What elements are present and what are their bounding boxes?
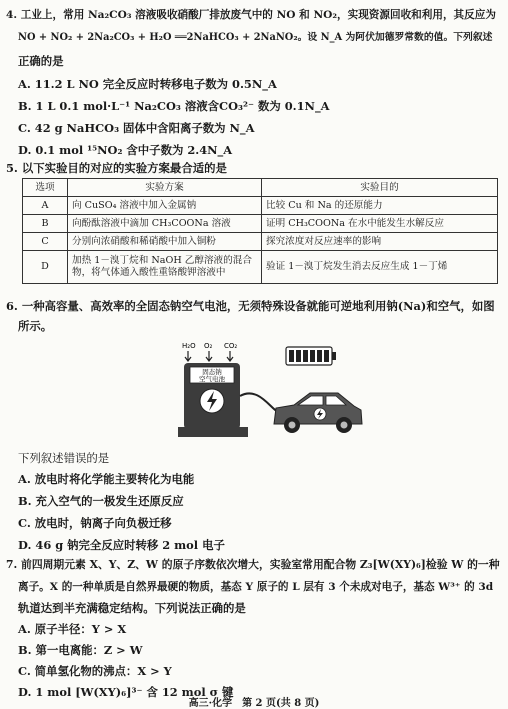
row-plan (68, 251, 262, 284)
q7-stem-line3: 轨道达到半充满稳定结构。下列说法正确的是 (18, 601, 246, 615)
co2-label: CO₂ (224, 342, 238, 350)
q4-option-d: D. 0.1 mol ¹⁵NO₂ 含中子数为 2.4N_A (18, 143, 233, 157)
q6-stem-line2: 所示。 (18, 319, 53, 333)
q4-stem-line1: 4. 工业上，常用 Na₂CO₃ 溶液吸收硝酸厂排放废气中的 NO 和 NO₂，实现资源回收和利用，其反应为 (6, 9, 496, 21)
row-goal: 证明 CH₃COONa 在水中能发生水解反应 (262, 215, 498, 233)
q5-experiment-table (22, 178, 498, 284)
row-goal: 比较 Cu 和 Na 的还原能力 (262, 197, 498, 215)
station-base (178, 427, 248, 437)
table-row (23, 251, 498, 284)
q4-option-c: C. 42 g NaHCO₃ 固体中含阳离子数为 N_A (18, 121, 255, 135)
header-option: 选项 (23, 179, 68, 197)
battery-icon (286, 347, 336, 365)
q4-option-a: A. 11.2 L NO 完全反应时转移电子数为 0.5N_A (18, 77, 277, 91)
station-label-line1: 固态钠 (202, 368, 222, 376)
row-plan: 向酚酞溶液中滴加 CH₃COONa 溶液 (68, 215, 262, 233)
q6-option-c: C. 放电时，钠离子向负极迁移 (18, 516, 172, 530)
arrow-down-icon (185, 351, 233, 361)
h2o-label: H₂O (182, 342, 196, 350)
row-plan-line2: 物，将气体通入酸性重铬酸钾溶液中 (72, 267, 226, 278)
q4-stem-line2: NO + NO₂ + 2Na₂CO₃ + H₂O ══2NaHCO₃ + 2NaNO₂。设 N_A 为阿伏加德罗常数的值。下列叙述 (18, 32, 493, 43)
row-option: B (23, 215, 68, 233)
q4-stem-line3: 正确的是 (18, 54, 64, 68)
table-row (23, 233, 498, 251)
row-goal: 验证 1－溴丁烷发生消去反应生成 1－丁烯 (262, 251, 498, 284)
header-goal: 实验目的 (262, 179, 498, 197)
q6-option-a: A. 放电时将化学能主要转化为电能 (18, 472, 195, 486)
car-icon (274, 393, 362, 433)
station-label-line2: 空气电池 (199, 375, 225, 383)
row-plan-line1: 加热 1－溴丁烷和 NaOH 乙醇溶液的混合 (72, 255, 252, 266)
q7-stem-line1: 7. 前四周期元素 X、Y、Z、W 的原子序数依次增大，实验室常用配合物 Z₃[W(XY)₆]检验 W 的一种 (6, 558, 500, 571)
q7-option-d: D. 1 mol [W(XY)₆]³⁻ 含 12 mol σ 键 (18, 685, 234, 699)
sodium-air-battery-figure (178, 338, 363, 443)
table-row (23, 197, 498, 215)
row-option: A (23, 197, 68, 215)
row-goal: 探究浓度对反应速率的影响 (262, 233, 498, 251)
q7-option-a: A. 原子半径：Y > X (18, 622, 127, 636)
table-row (23, 215, 498, 233)
q6-question: 下列叙述错误的是 (18, 451, 110, 465)
q6-option-b: B. 充入空气的一极发生还原反应 (18, 494, 184, 508)
page-footer: 高三·化学 第 2 页(共 8 页) (188, 698, 320, 709)
row-plan: 分别向浓硝酸和稀硝酸中加入铜粉 (68, 233, 262, 251)
q6-option-d: D. 46 g 钠完全反应时转移 2 mol 电子 (18, 538, 225, 552)
row-option: C (23, 233, 68, 251)
charging-cable (240, 393, 278, 412)
table-header-row (23, 179, 498, 197)
o2-label: O₂ (204, 342, 213, 350)
row-option: D (23, 251, 68, 284)
q7-option-c: C. 简单氢化物的沸点：X > Y (18, 664, 172, 678)
row-plan: 向 CuSO₄ 溶液中加入金属钠 (68, 197, 262, 215)
header-plan: 实验方案 (68, 179, 262, 197)
q4-option-b: B. 1 L 0.1 mol·L⁻¹ Na₂CO₃ 溶液含CO₃²⁻ 数为 0.1N_A (18, 99, 330, 113)
q6-stem-line1: 6. 一种高容量、高效率的全固态钠空气电池，无须特殊设备就能可逆地利用钠(Na)和空气，如图 (6, 299, 495, 313)
q7-option-b: B. 第一电离能：Z > W (18, 643, 143, 657)
q5-stem: 5. 以下实验目的对应的实验方案最合适的是 (6, 161, 227, 175)
q7-stem-line2: 离子。X 的一种单质是自然界最硬的物质，基态 Y 原子的 L 层有 3 个未成对电子，基态 W³⁺ 的 3d (18, 581, 494, 593)
